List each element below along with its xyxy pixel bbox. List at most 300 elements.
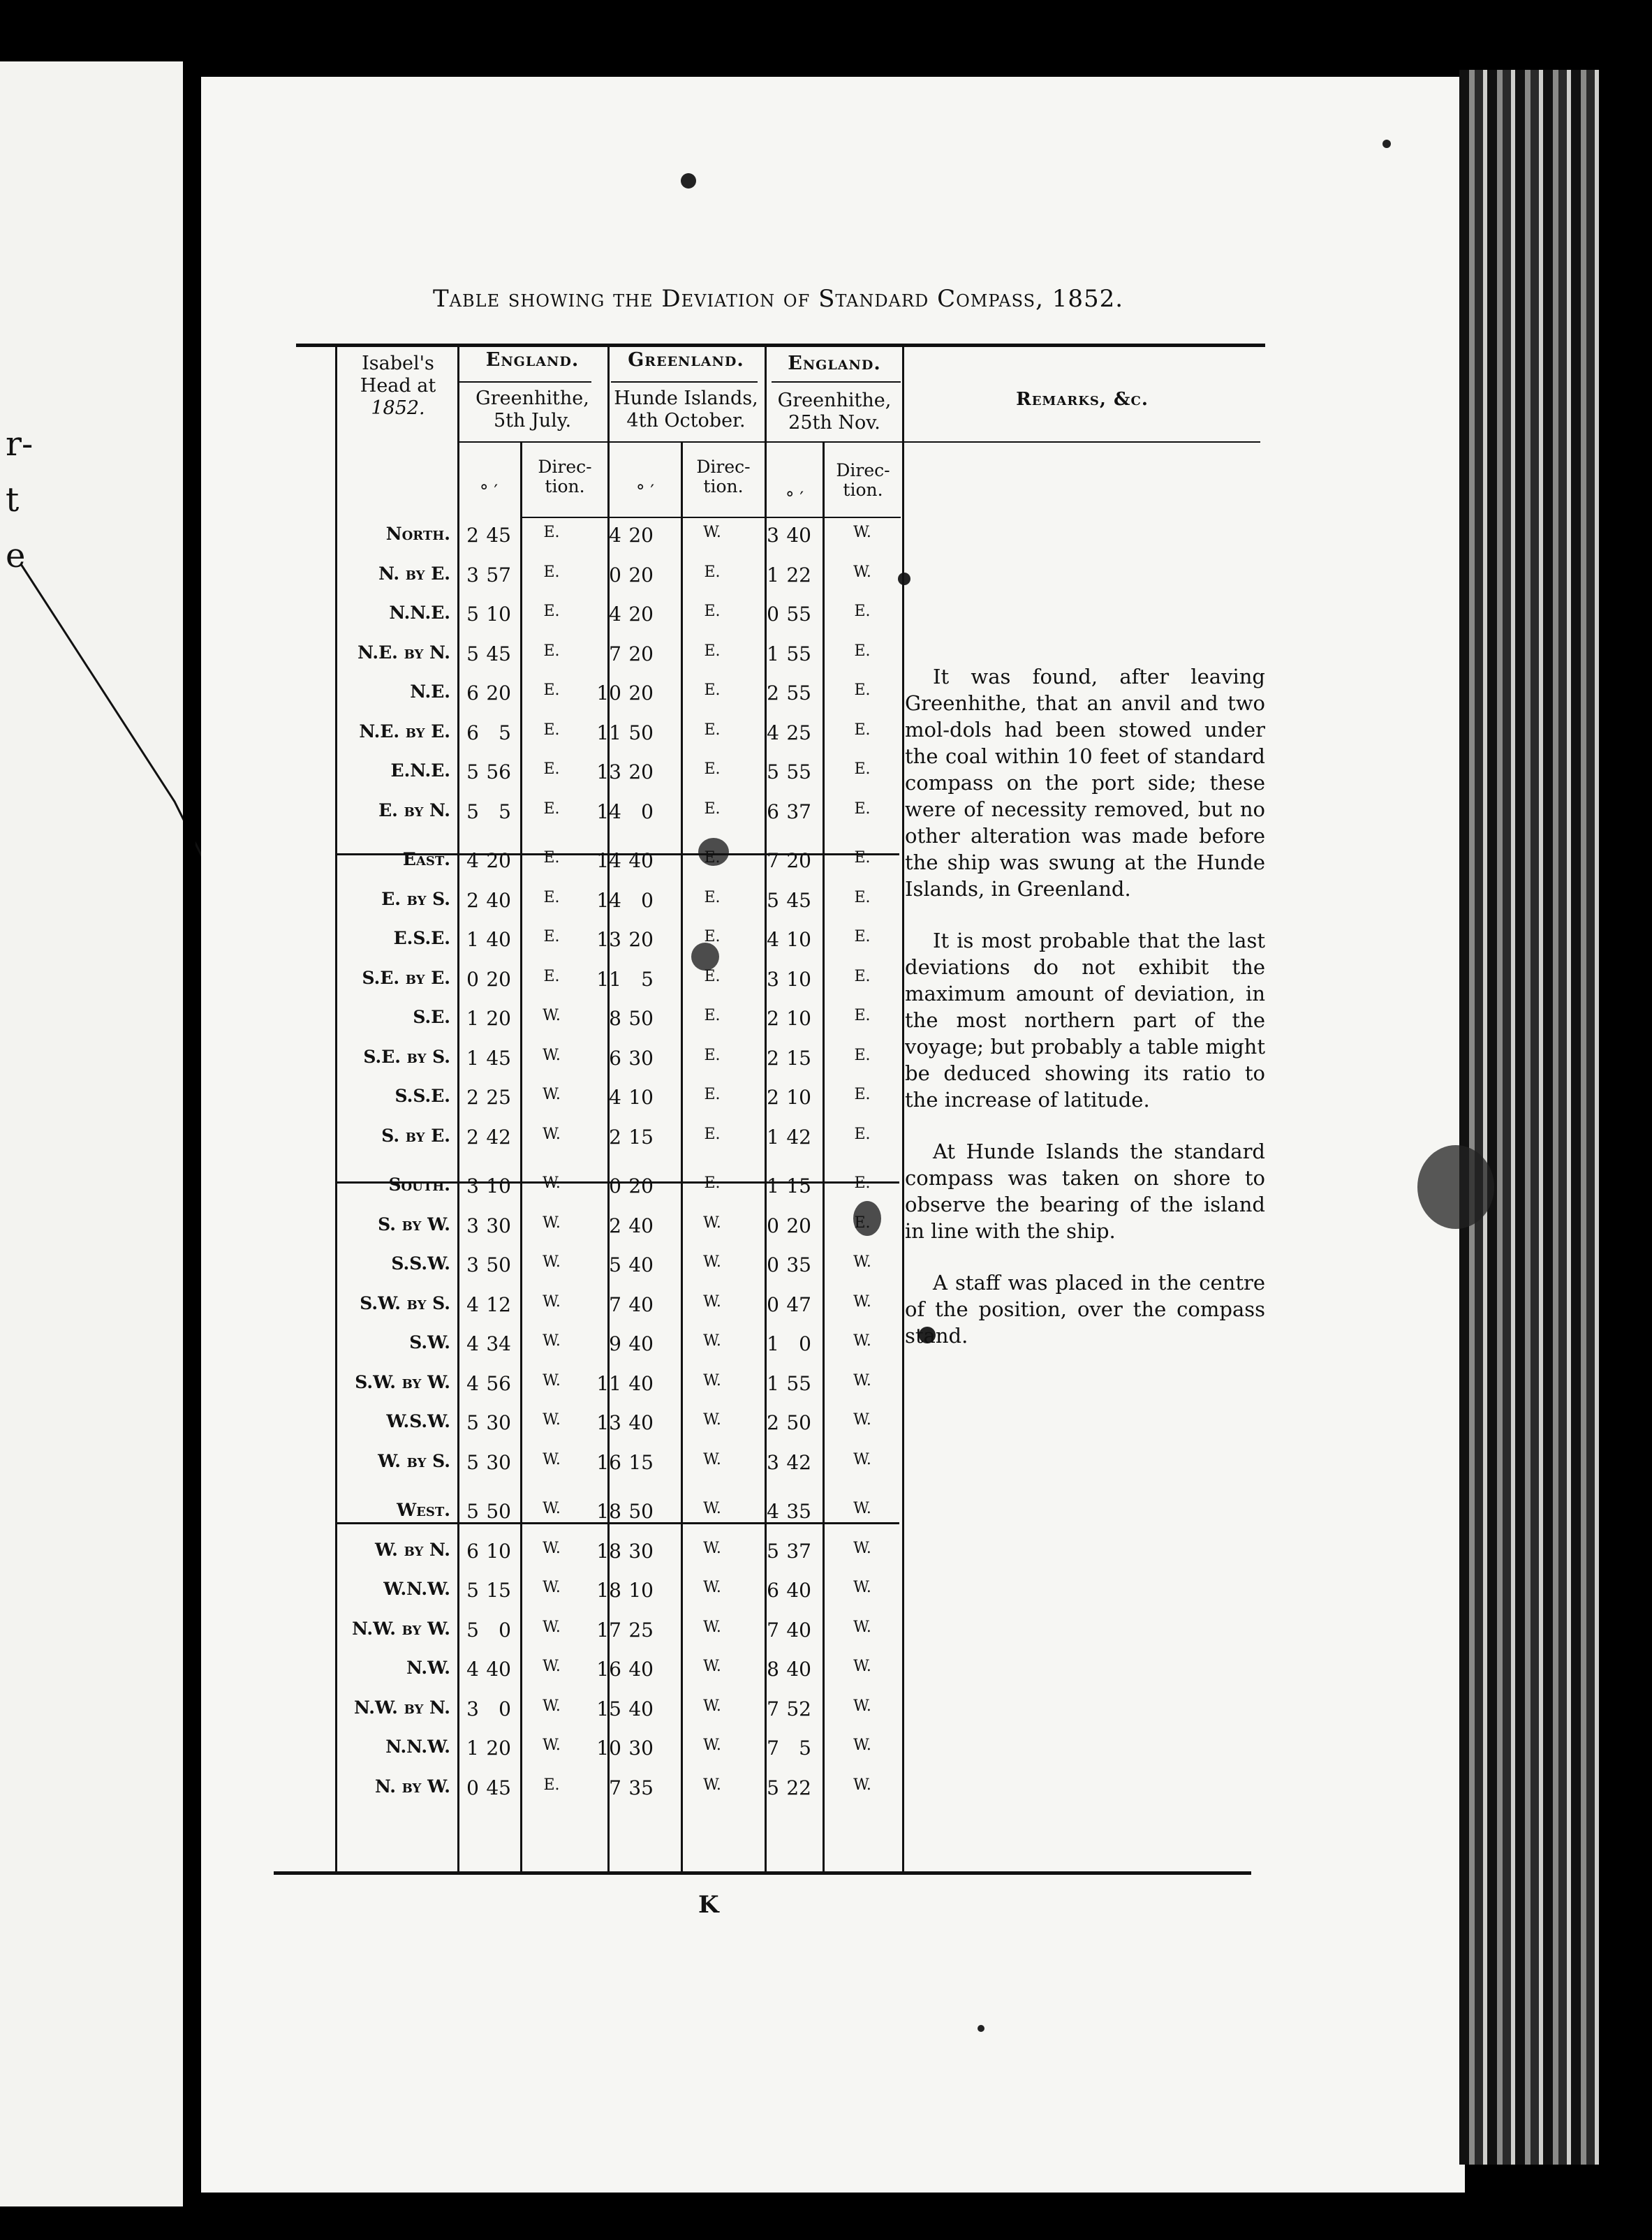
cell-d3: 0	[767, 603, 779, 626]
cell-m3: 15	[786, 1046, 811, 1070]
cell-r1: W.	[543, 1253, 561, 1271]
ink-stain	[1417, 1145, 1494, 1229]
cell-d3: 4	[767, 928, 779, 951]
cell-m2: 40	[628, 1371, 654, 1395]
cell-d1: 3	[466, 1697, 479, 1720]
cell-m2: 40	[628, 1253, 654, 1276]
cell-m2: 20	[628, 642, 654, 665]
cell-d3: 5	[767, 888, 779, 912]
cell-r2: W.	[703, 1500, 721, 1517]
cell-r3: W.	[853, 1500, 871, 1517]
cell-d2: 18	[596, 1500, 621, 1523]
cell-d3: 6	[767, 800, 779, 823]
cell-d2: 0	[609, 1174, 621, 1198]
cell-m3: 25	[786, 721, 811, 744]
table-row	[328, 1444, 901, 1479]
cell-r3: W.	[853, 1371, 871, 1390]
remark-paragraph: A staff was placed in the centre of the position, over the compass stand.	[905, 1271, 1265, 1348]
table-row	[328, 1730, 901, 1764]
cell-d1: 5	[466, 760, 479, 783]
cell-d2: 4	[609, 524, 621, 547]
cell-m1: 56	[486, 1371, 511, 1395]
cell-m3: 42	[786, 1125, 811, 1149]
facing-page-fragment	[0, 61, 187, 2206]
cell-m2: 40	[628, 1658, 654, 1681]
table-row	[328, 1286, 901, 1321]
cell-r2: E.	[704, 1174, 721, 1192]
table-row	[328, 1207, 901, 1242]
cell-d1: 2	[466, 1125, 479, 1149]
cell-d3: 1	[767, 1332, 779, 1355]
cell-m3: 22	[786, 563, 811, 587]
cell-m2: 50	[628, 721, 654, 744]
cell-r1: E.	[543, 563, 560, 581]
cell-m3: 52	[786, 1697, 811, 1720]
cell-d2: 16	[596, 1450, 621, 1474]
cell-m3: 15	[786, 1174, 811, 1198]
cell-d2: 11	[596, 967, 621, 991]
cell-r1: E.	[543, 967, 560, 985]
cell-r1: W.	[543, 1214, 561, 1232]
row-heading: N.E. by N.	[357, 642, 450, 663]
cell-r2: E.	[704, 849, 721, 867]
cell-r2: W.	[703, 1292, 721, 1311]
cell-r3: E.	[854, 928, 871, 945]
page-edge	[1459, 70, 1599, 2165]
facing-page-text: t	[6, 480, 20, 520]
cell-d3: 7	[767, 1618, 779, 1642]
cell-m2: 30	[628, 1046, 654, 1070]
table-row	[328, 842, 901, 877]
cell-d2: 13	[596, 928, 621, 951]
cell-r3: W.	[853, 563, 871, 581]
cell-m3: 37	[786, 1539, 811, 1563]
cell-d1: 1	[466, 1007, 479, 1030]
cell-d3: 4	[767, 1500, 779, 1523]
table-row	[328, 517, 901, 552]
cell-m3: 35	[786, 1253, 811, 1276]
table-row	[328, 793, 901, 828]
cell-r3: W.	[853, 524, 871, 541]
cell-m1: 40	[486, 928, 511, 951]
cell-m3: 40	[786, 524, 811, 547]
cell-d3: 7	[767, 849, 779, 872]
cell-m3: 55	[786, 760, 811, 783]
cell-d2: 18	[596, 1579, 621, 1602]
cell-r1: E.	[543, 849, 560, 867]
remark-paragraph: At Hunde Islands the standard compass was taken on shore to observe the bearing of the island in line with the ship.	[905, 1140, 1265, 1243]
cell-r1: E.	[543, 642, 560, 660]
cell-d2: 2	[609, 1125, 621, 1149]
cell-r1: E.	[543, 721, 560, 739]
cell-d2: 9	[609, 1332, 621, 1355]
cell-r2: W.	[703, 1253, 721, 1271]
cell-m2: 40	[628, 1214, 654, 1237]
direction-label: Direc- tion.	[696, 457, 751, 496]
cell-m1: 5	[499, 800, 511, 823]
table-row	[328, 1079, 901, 1114]
row-heading: N.N.W.	[385, 1737, 450, 1757]
row-heading: N. by E.	[378, 563, 450, 584]
cell-r3: E.	[854, 1214, 871, 1232]
cell-d1: 2	[466, 888, 479, 912]
cell-d2: 0	[609, 563, 621, 587]
cell-r3: W.	[853, 1579, 871, 1596]
cell-d2: 11	[596, 721, 621, 744]
cell-d2: 8	[609, 1007, 621, 1030]
cell-d3: 2	[767, 681, 779, 705]
cell-m2: 10	[628, 1579, 654, 1602]
cell-r2: W.	[703, 1450, 721, 1468]
cell-r2: E.	[704, 1007, 721, 1024]
cell-m1: 20	[486, 967, 511, 991]
cell-d1: 5	[466, 1450, 479, 1474]
cell-r3: E.	[854, 760, 871, 778]
cell-r3: E.	[854, 967, 871, 985]
cell-d3: 2	[767, 1411, 779, 1434]
cell-d2: 14	[596, 800, 621, 823]
cell-m1: 45	[486, 642, 511, 665]
cell-d3: 3	[767, 1450, 779, 1474]
row-heading: E. by N.	[378, 800, 450, 820]
cell-m3: 45	[786, 888, 811, 912]
cell-m1: 0	[499, 1697, 511, 1720]
cell-d1: 4	[466, 849, 479, 872]
cell-m2: 40	[628, 1411, 654, 1434]
cell-m1: 45	[486, 1776, 511, 1799]
cell-m2: 40	[628, 1292, 654, 1316]
signature-mark: K	[698, 1891, 719, 1919]
remark-paragraph: It is most probable that the last deviations do not exhibit the maximum amount of deviation, in the most northern part of the voyage; but probably a table might be deduced showing its ratio to the increase of latitude.	[905, 929, 1265, 1112]
cell-m2: 15	[628, 1125, 654, 1149]
column-rule	[902, 344, 904, 1871]
table-row	[328, 1769, 901, 1804]
cell-d2: 10	[596, 681, 621, 705]
cell-r2: W.	[703, 1658, 721, 1675]
row-heading: W. by S.	[378, 1450, 450, 1471]
row-heading: N.N.E.	[389, 603, 450, 623]
cell-m3: 40	[786, 1579, 811, 1602]
cell-d3: 5	[767, 1776, 779, 1799]
cell-m2: 20	[628, 928, 654, 951]
row-heading: N.W.	[406, 1658, 450, 1678]
cell-d1: 5	[466, 1618, 479, 1642]
cell-r1: W.	[543, 1737, 561, 1754]
cell-d1: 4	[466, 1658, 479, 1681]
cell-r2: W.	[703, 1579, 721, 1596]
cell-d2: 13	[596, 1411, 621, 1434]
table-row	[328, 1572, 901, 1607]
cell-m1: 5	[499, 721, 511, 744]
row-heading: S.E. by E.	[362, 967, 450, 988]
cell-r3: W.	[853, 1450, 871, 1468]
table-title: Table showing the Deviation of Standard Compass, 1852.	[433, 285, 1124, 313]
row-heading: S.S.W.	[391, 1253, 450, 1274]
cell-r2: W.	[703, 1697, 721, 1715]
cell-r2: W.	[703, 1214, 721, 1232]
row-heading: N.W. by N.	[354, 1697, 450, 1718]
cell-r1: W.	[543, 1292, 561, 1311]
ink-speck	[1382, 140, 1391, 148]
row-heading: S.E.	[413, 1007, 450, 1027]
cell-r3: E.	[854, 1174, 871, 1192]
table-row	[328, 1246, 901, 1281]
cell-r2: E.	[704, 603, 721, 620]
cell-r3: E.	[854, 888, 871, 906]
cell-r3: W.	[853, 1292, 871, 1311]
row-heading: S.W. by S.	[360, 1292, 450, 1313]
cell-r1: E.	[543, 760, 560, 778]
cell-m1: 50	[486, 1253, 511, 1276]
facing-page-text: r-	[6, 425, 34, 464]
subhead-rule	[611, 381, 758, 383]
cell-m2: 20	[628, 760, 654, 783]
row-heading: N.W. by W.	[352, 1618, 450, 1639]
cell-d1: 1	[466, 1046, 479, 1070]
cell-m3: 10	[786, 1086, 811, 1109]
row-heading: S. by W.	[378, 1214, 450, 1235]
cell-m2: 30	[628, 1539, 654, 1563]
cell-r1: E.	[543, 681, 560, 699]
cell-m3: 10	[786, 967, 811, 991]
cell-d2: 4	[609, 1086, 621, 1109]
cell-r2: E.	[704, 928, 721, 945]
cell-d1: 5	[466, 642, 479, 665]
table-bottom-rule	[274, 1871, 1251, 1875]
cell-r1: W.	[543, 1371, 561, 1390]
cell-r3: E.	[854, 1046, 871, 1064]
row-heading: S.W. by W.	[355, 1371, 450, 1392]
cell-d1: 4	[466, 1292, 479, 1316]
table-row	[328, 1325, 901, 1360]
row-heading: E.N.E.	[390, 760, 450, 781]
cell-m3: 35	[786, 1500, 811, 1523]
cell-d2: 10	[596, 1737, 621, 1760]
cell-d1: 6	[466, 1539, 479, 1563]
cell-m1: 34	[486, 1332, 511, 1355]
row-heading: South.	[388, 1174, 450, 1195]
cell-m3: 55	[786, 603, 811, 626]
cell-r1: E.	[543, 1776, 560, 1794]
row-heading: W.S.W.	[386, 1411, 450, 1431]
group-place: Greenhithe,	[777, 390, 892, 411]
cell-d2: 2	[609, 1214, 621, 1237]
cell-r2: W.	[703, 524, 721, 541]
table-row	[328, 1000, 901, 1035]
cell-d2: 7	[609, 1776, 621, 1799]
cell-d3: 0	[767, 1292, 779, 1316]
cell-m3: 37	[786, 800, 811, 823]
cell-d1: 4	[466, 1371, 479, 1395]
cell-m1: 50	[486, 1500, 511, 1523]
cell-d1: 5	[466, 800, 479, 823]
cell-m3: 40	[786, 1658, 811, 1681]
cell-d1: 1	[466, 1737, 479, 1760]
cell-r2: E.	[704, 967, 721, 985]
table-row	[328, 1533, 901, 1568]
group-region: England.	[788, 353, 881, 374]
gutter-rule	[183, 61, 196, 2206]
cell-m1: 56	[486, 760, 511, 783]
cell-d1: 3	[466, 1253, 479, 1276]
cell-r2: E.	[704, 888, 721, 906]
cell-d2: 13	[596, 760, 621, 783]
group-date: 25th Nov.	[788, 412, 880, 434]
cell-d2: 7	[609, 1292, 621, 1316]
cell-r3: W.	[853, 1776, 871, 1794]
table-row	[328, 1167, 901, 1202]
cell-r2: E.	[704, 563, 721, 581]
cell-d2: 14	[596, 888, 621, 912]
cell-m3: 42	[786, 1450, 811, 1474]
cell-m1: 10	[486, 603, 511, 626]
cell-d3: 0	[767, 1214, 779, 1237]
cell-d3: 8	[767, 1658, 779, 1681]
cell-r1: W.	[543, 1500, 561, 1517]
table-row	[328, 1119, 901, 1154]
cell-r2: E.	[704, 642, 721, 660]
cell-r1: W.	[543, 1618, 561, 1636]
cell-d3: 6	[767, 1579, 779, 1602]
cell-m1: 45	[486, 524, 511, 547]
table-row	[328, 753, 901, 788]
cell-r1: W.	[543, 1007, 561, 1024]
cell-m2: 0	[641, 800, 654, 823]
header-rule	[457, 441, 1260, 443]
cell-m3: 20	[786, 1214, 811, 1237]
cell-d3: 1	[767, 563, 779, 587]
cell-m2: 40	[628, 849, 654, 872]
table-row	[328, 1651, 901, 1686]
group-date: 4th October.	[626, 410, 746, 432]
cell-m2: 20	[628, 603, 654, 626]
row-heading: S.W.	[409, 1332, 450, 1353]
cell-r3: E.	[854, 1007, 871, 1024]
cell-d2: 5	[609, 1253, 621, 1276]
row-heading: W. by N.	[375, 1539, 450, 1560]
cell-m1: 20	[486, 681, 511, 705]
cell-r2: E.	[704, 1125, 721, 1143]
ink-speck	[978, 2025, 984, 2032]
cell-d1: 0	[466, 967, 479, 991]
cell-r3: W.	[853, 1658, 871, 1675]
cell-m2: 30	[628, 1737, 654, 1760]
cell-r3: W.	[853, 1332, 871, 1350]
cell-d3: 1	[767, 642, 779, 665]
cell-d3: 5	[767, 760, 779, 783]
cell-r1: E.	[543, 603, 560, 620]
cell-r2: E.	[704, 721, 721, 739]
cell-r2: W.	[703, 1539, 721, 1557]
cell-m1: 20	[486, 1007, 511, 1030]
cell-m1: 30	[486, 1214, 511, 1237]
cell-r3: E.	[854, 1125, 871, 1143]
direction-label: Direc- tion.	[836, 460, 890, 500]
cell-m3: 55	[786, 642, 811, 665]
cell-m1: 40	[486, 1658, 511, 1681]
group-region: Greenland.	[628, 349, 744, 371]
cell-r1: W.	[543, 1658, 561, 1675]
cell-r3: W.	[853, 1411, 871, 1429]
row-heading: S.S.E.	[394, 1086, 450, 1106]
cell-r3: E.	[854, 642, 871, 660]
first-col-header: Isabel's Head at 1852.	[360, 353, 436, 419]
cell-m2: 20	[628, 563, 654, 587]
cell-d2: 11	[596, 1371, 621, 1395]
cell-d3: 2	[767, 1007, 779, 1030]
cell-r1: W.	[543, 1174, 561, 1192]
cell-m3: 50	[786, 1411, 811, 1434]
remarks-column	[905, 663, 1265, 1374]
cell-m2: 25	[628, 1618, 654, 1642]
cell-d3: 5	[767, 1539, 779, 1563]
cell-r3: E.	[854, 1086, 871, 1103]
cell-d1: 6	[466, 681, 479, 705]
facing-page-text: e	[6, 536, 26, 575]
table-row	[328, 1612, 901, 1646]
cell-m2: 35	[628, 1776, 654, 1799]
row-heading: W.N.W.	[383, 1579, 450, 1599]
cell-r2: E.	[704, 681, 721, 699]
table-row	[328, 635, 901, 670]
table-row	[328, 675, 901, 709]
cell-r1: W.	[543, 1539, 561, 1557]
row-heading: West.	[397, 1500, 450, 1520]
cell-m2: 20	[628, 681, 654, 705]
cell-r2: W.	[703, 1332, 721, 1350]
direction-label: Direc- tion.	[538, 457, 592, 496]
cell-r3: W.	[853, 1737, 871, 1754]
cell-d3: 7	[767, 1737, 779, 1760]
cell-d1: 3	[466, 1174, 479, 1198]
cell-d1: 5	[466, 1500, 479, 1523]
cell-d2: 14	[596, 849, 621, 872]
cell-r2: W.	[703, 1776, 721, 1794]
cell-r1: E.	[543, 524, 560, 541]
cell-m1: 57	[486, 563, 511, 587]
degree-minute-marks: ° ′	[785, 488, 804, 508]
cell-d1: 6	[466, 721, 479, 744]
cell-d2: 7	[609, 642, 621, 665]
cell-m1: 30	[486, 1411, 511, 1434]
scan-border	[0, 2206, 1652, 2240]
table-row	[328, 596, 901, 631]
cell-m2: 10	[628, 1086, 654, 1109]
group-date: 5th July.	[493, 410, 572, 432]
cell-m1: 10	[486, 1174, 511, 1198]
row-heading: S. by E.	[381, 1125, 450, 1146]
cell-m2: 40	[628, 1697, 654, 1720]
cell-d2: 17	[596, 1618, 621, 1642]
cell-d2: 4	[609, 603, 621, 626]
table-row	[328, 1040, 901, 1075]
cell-m3: 5	[799, 1737, 811, 1760]
cell-m2: 0	[641, 888, 654, 912]
cell-d3: 3	[767, 524, 779, 547]
cell-r3: E.	[854, 681, 871, 699]
cell-d3: 3	[767, 967, 779, 991]
table-row	[328, 1690, 901, 1725]
table-row	[328, 921, 901, 956]
cell-m3: 47	[786, 1292, 811, 1316]
cell-d2: 15	[596, 1697, 621, 1720]
cell-d1: 5	[466, 603, 479, 626]
cell-m3: 10	[786, 928, 811, 951]
remarks-header: Remarks, &c.	[1016, 389, 1149, 410]
cell-m3: 0	[799, 1332, 811, 1355]
degree-minute-marks: ° ′	[479, 481, 499, 501]
cell-r3: E.	[854, 849, 871, 867]
